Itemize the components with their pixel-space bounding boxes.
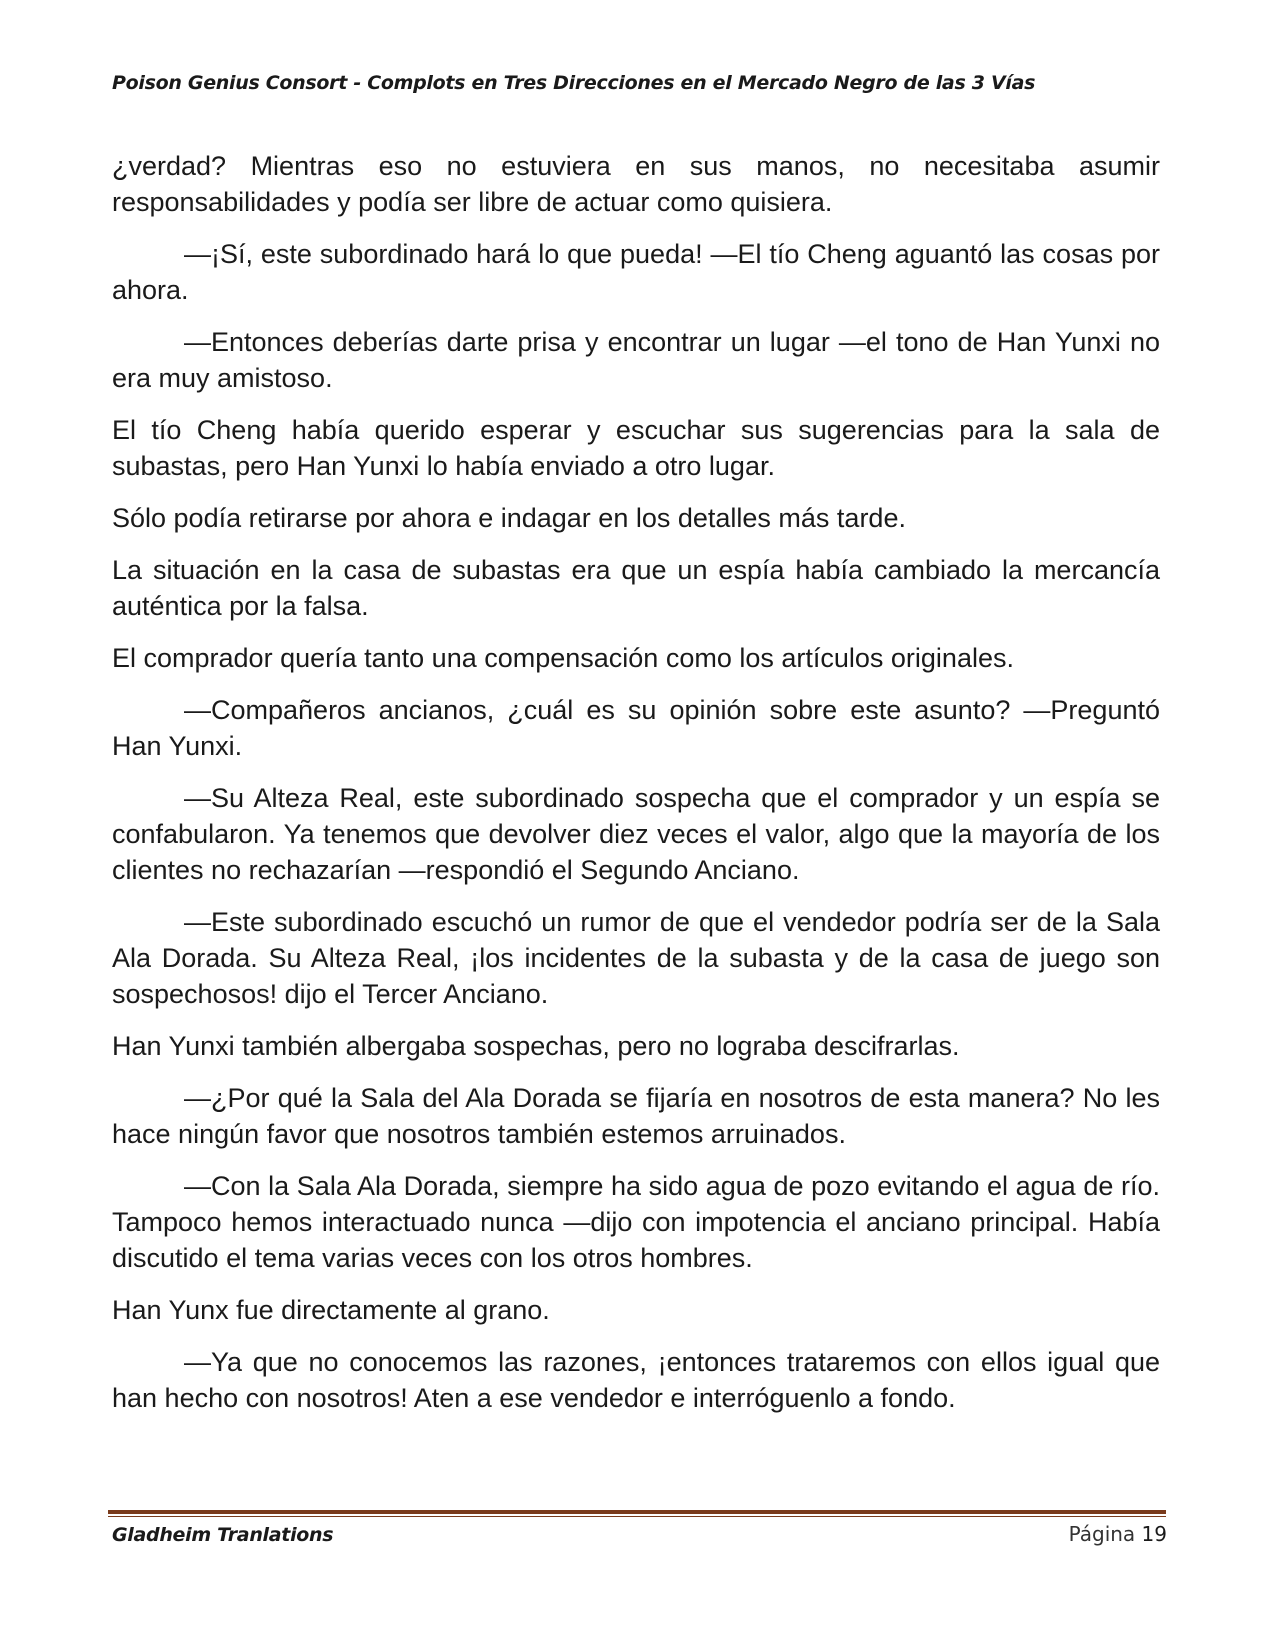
paragraph: —Con la Sala Ala Dorada, siempre ha sido agua de pozo evitando el agua de río. Tampoco hemos interactuado nunca —dijo con impotencia el anciano principal. Había discutido el tema varias veces con los otros hombres.	[112, 1171, 1160, 1273]
footer-rule-thin	[108, 1516, 1166, 1517]
footer-publisher: Gladheim Tranlations	[112, 1524, 334, 1546]
paragraph: —Ya que no conocemos las razones, ¡entonces trataremos con ellos igual que han hecho con nosotros! Aten a ese vendedor e interróguenlo a fondo.	[112, 1347, 1160, 1413]
footer-rule	[108, 1510, 1166, 1517]
paragraph: Han Yunx fue directamente al grano.	[112, 1295, 550, 1325]
page-label: Página	[1068, 1522, 1136, 1546]
page-number-label	[1069, 1522, 1167, 1546]
paragraph: Sólo podía retirarse por ahora e indagar en los detalles más tarde.	[112, 503, 906, 533]
paragraph: La situación en la casa de subastas era que un espía había cambiado la mercancía auténtica por la falsa.	[112, 555, 1160, 621]
paragraph: Han Yunxi también albergaba sospechas, pero no lograba descifrarlas.	[112, 1031, 960, 1061]
paragraph: El comprador quería tanto una compensación como los artículos originales.	[112, 643, 1014, 673]
paragraph: —Su Alteza Real, este subordinado sospecha que el comprador y un espía se confabularon. Ya tenemos que devolver diez veces el valor, algo que la mayoría de los clientes no rechazarían —respondió el Segundo Anciano.	[112, 783, 1160, 885]
paragraph: ¿verdad? Mientras eso no estuviera en sus manos, no necesitaba asumir responsabilidades y podía ser libre de actuar como quisiera.	[112, 151, 1160, 217]
paragraph: El tío Cheng había querido esperar y escuchar sus sugerencias para la sala de subastas, pero Han Yunxi lo había enviado a otro lugar.	[112, 415, 1160, 481]
paragraph: —Este subordinado escuchó un rumor de que el vendedor podría ser de la Sala Ala Dorada. Su Alteza Real, ¡los incidentes de la subasta y de la casa de juego son sospechosos! dijo el Tercer Anciano.	[112, 907, 1160, 1009]
paragraph: —¿Por qué la Sala del Ala Dorada se fijaría en nosotros de esta manera? No les hace ningún favor que nosotros también estemos arruinados.	[112, 1083, 1160, 1149]
running-header: Poison Genius Consort - Complots en Tres Direcciones en el Mercado Negro de las 3 Vías	[112, 72, 1036, 94]
page-number: 19	[1141, 1522, 1167, 1546]
paragraph: —¡Sí, este subordinado hará lo que pueda! —El tío Cheng aguantó las cosas por ahora.	[112, 239, 1160, 305]
paragraph: —Entonces deberías darte prisa y encontrar un lugar —el tono de Han Yunxi no era muy amistoso.	[112, 327, 1160, 393]
footer-rule-thick	[108, 1510, 1166, 1514]
body-text	[112, 148, 1160, 1432]
paragraph: —Compañeros ancianos, ¿cuál es su opinión sobre este asunto? —Preguntó Han Yunxi.	[112, 695, 1160, 761]
